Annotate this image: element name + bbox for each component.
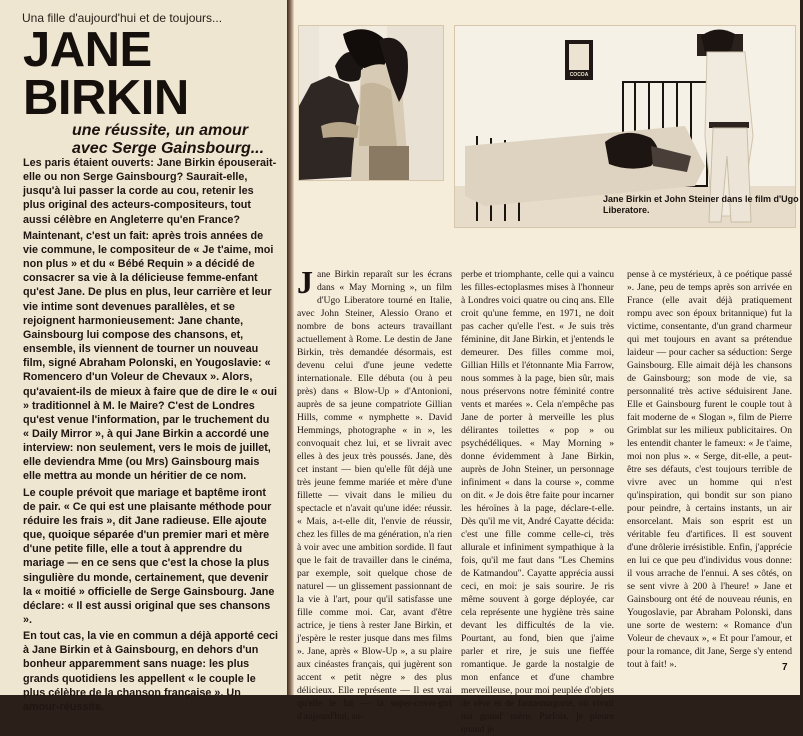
article-column-3-text: pense à ce mystérieux, à ce poétique passé ». Jane, peu de temps après son arrivée en France (elle avait déjà pratiquement rompu avec son époux britannique) fut la victime, consentante, d'un grand charmeur qui met toujours en avant sa prétendue laideur — pour cacher sa séduction: Serge Gainsbourg. Elle aimait déjà les chansons de Gainsbourg; son mode de vie, sa personnalité très active séduisirent Jane. Elle et Gainsbourg furent le couple tout à fait moderne de « Slogan », film de Pierre Grimblat sur les milieux publicitaires. On les entendit chanter le fameux: « Je t'aime, moi non plus ». « Serge, dit-elle, a peut-être ses défauts, c'est toujours terrible de vivre avec un homme qui n'est qu'inspiration, qui bondit sur son piano pour peindre, à certains instants, un air ensorcelant. Mais son esprit est un véritable feu d'artifices. Il est souvent d'une drôlerie irrésistible. Enfin, j'apprécie en lui ce que peu d'individus vous donne: il vous arrache de l'ennui. A ses côtés, on se sent vivre à 200 à l'heure! » Jane et Gainsbourg ont été de nouveau réunis, en Yougoslavie, par Abraham Polonski, dans une sorte de western: « Romance d'un Voleur de chevaux », « Et pour l'amour, et pour la romance, dit Jane, Serge s'y entend tout à fait! ». xyxy=(627,269,792,670)
photo-couple xyxy=(298,25,444,181)
headline: JANE BIRKIN xyxy=(23,23,189,125)
article-column-2-text: perbe et triomphante, celle qui a vaincu les filles-ectoplasmes mises à l'honneur à Londres voici quatre ou cinq ans. Elle croit qu'une femme, en 1971, ne doit pas cacher qu'elle l'est. « Je suis très féminine, dit Jane Birkin, et j'entends le demeurer. Des filles comme moi, Gillian Hills et l'étonnante Mia Farrow, nous sommes à la page, bien sûr, mais nous préservons notre féminité contre vents et marées ». Cela n'empêche pas Jane de porter à merveille les plus délirantes toilettes « pop » ou psychédéliques. « May Morning » donne évidemment à Jane Birkin, auprès de John Steiner, un personnage infiniment « dans la course », comme on dit. « Je dois être faite pour incarner les héroïnes à la page, déclare-t-elle. Dès qu'il me vit, André Cayatte décida: c'est une fille comme celle-ci, très allurale et infiniment sympathique à la fois, qu'il me faut dans "Les Chemins de Katmandou". Cayatte apprécia aussi ceci, en moi: je sais sourire. Je ris même souvent à gorge déployée, car cela représente une hygiène très saine devant les difficultés de la vie. Pourtant, au fond, bien que j'aime parler et rire, je suis une fieffée romantique. Je garde la nostalgie de mon enfance et d'une chambre merveilleuse, pour moi peuplée d'objets de rêve et de fantasmagorie, où vivait ma grand' mère. Parfois, je pleure quand je xyxy=(461,269,614,735)
article-column-2 xyxy=(461,268,614,736)
lead-paragraph-2: Maintenant, c'est un fait: après trois années de vie commune, le compositeur de « Je t'aime, moi non plus » et du « Bébé Requin » a décidé de consacrer sa vie à la délicieuse femme-enfant qu'est Jane. De plus en plus, leur carrière et leur vie intime sont devenues parallèles, et se rejoignent harmonieusement: Jane chante, Gainsbourg lui compose des chansons, et, ensemble, ils viennent de tourner un nouveau film, signé Abraham Polonski, en Yougoslavie: « Romencero d'un Voleur de Chevaux ». Alors, qu'avaient-ils de mieux à faire que de dire le « oui » traditionnel à M. le Maire? C'est de Londres qu'est venue l'information, par le truchement du « Daily Mirror », à qui Jane Birkin a accordé une interview: non seulement, vers le mois de juillet, elle deviendra Mme (ou Mrs) Gainsbourg mais elle mettra au monde un héritier de ce nom. xyxy=(23,229,277,483)
drop-cap: J xyxy=(297,264,313,300)
page-number: 7 xyxy=(782,662,788,673)
article-column-1-text: ane Birkin reparaît sur les écrans dans « May Morning », un film d'Ugo Liberatore tourné en Italie, avec John Steiner, Alessio Orano et nombre de bons acteurs travaillant actuellement à Rome. Le destin de Jane Birkin, très demandée désormais, est devenu celui d'une jeune vedette internationale. Elle débuta (ou à peu près) dans « Blow-Up » d'Antonioni, auprès de sa jeune compatriote Gillian Hills, comme « nymphette ». David Hemmings, photographe « in », les convoquait chez lui, et se livrait avec elles à des jeux très poussés. Jane, dès cet instant — bien qu'elle fût déjà une très jeune femme mariée et mère d'une fillette — vivait dans le milieu du spectacle et n'avait qu'une idée: réussir. « Mais, a-t-elle dit, l'envie de réussir, chez les filles de ma génération, n'a rien à voir avec une ambition sordide. Il faut que le fait de travailler dans le cinéma, par exemple, soit quelque chose de naturel — un glissement passionnant de la vie à l'art, pour qu'il satisfasse une fille comme moi. Car, avant d'être actrice, je tiens à rester Jane Birkin, et j'espère le rester jusque dans mes films ». Jane, après « Blow-Up », a su plaire aux cinéastes français, qui jugèrent son accent « petit nègre » des plus délicieux. Elle représente — Il est vrai qu'elle le fut — la super-cover-girl d'aujourd'hui, su- xyxy=(297,269,452,722)
kicker: Una fille d'aujourd'hui et de toujours... xyxy=(22,11,223,25)
lead-paragraph-3: Le couple prévoit que mariage et baptême iront de pair. « Ce qui est une plaisante méthode pour réduire les frais », dit Jane radieuse. Elle ajoute que, quoique séparée d'un premier mari et mère d'une petite fille, elle a tout à apprendre du mariage — en ce sens que c'est la chose la plus singulière du monde, certainement, que devenir la « moitié » officielle de Serge Gainsbourg. Jane déclare: « Il est aussi original que ses chansons ». xyxy=(23,486,275,626)
article-column-1 xyxy=(297,264,452,723)
photo-couple-image xyxy=(299,26,443,180)
page-gutter xyxy=(287,0,294,695)
lead-paragraph-1: Les paris étaient ouverts: Jane Birkin épouserait-elle ou non Serge Gainsbourg? Saurait-elle, jusqu'à lui passer la corde au cou, retenir les plus original des acteurs-compositeurs, tout aussi célèbre en Angleterre qu'en France? xyxy=(23,157,277,226)
lead-paragraph-4: En tout cas, la vie en commun a déjà apporté ceci à Jane Birkin et à Gainsbourg, en dehors d'un bonheur apparemment sans nuage: les plus grands quotidiens les appellent « le couple le plus célèbre de la chanson française ». Un amour-réussite. xyxy=(23,630,279,713)
subtitle: une réussite, un amour avec Serge Gainsbourg... xyxy=(72,122,265,157)
left-page xyxy=(0,0,287,713)
poster-text: COCOA xyxy=(569,72,589,78)
lead-text xyxy=(23,156,278,716)
photo-caption: Jane Birkin et John Steiner dans le film d'Ugo Liberatore. xyxy=(603,194,799,215)
article-column-3 xyxy=(627,268,792,671)
